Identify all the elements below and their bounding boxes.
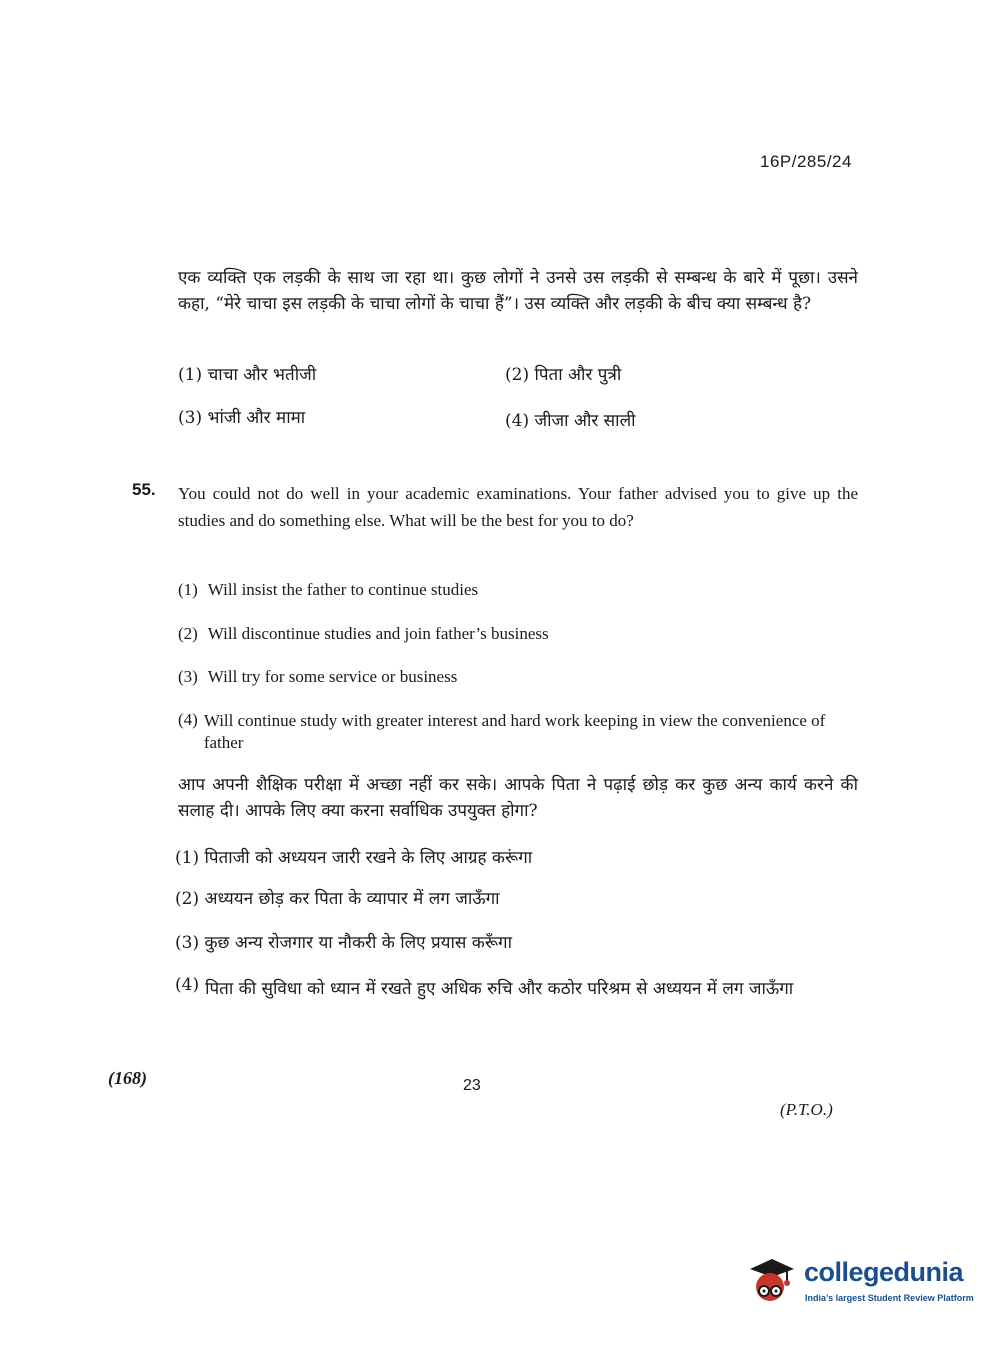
- option-number: (4): [175, 975, 200, 995]
- question-number: 55.: [132, 480, 156, 499]
- mascot-icon: [742, 1253, 800, 1311]
- prev-option-4: [505, 408, 636, 431]
- option-text: Will discontinue studies and join father’s business: [207, 624, 549, 643]
- q55-option-en-4: [178, 710, 858, 754]
- prev-question-hindi-text: एक व्यक्ति एक लड़की के साथ जा रहा था। कुछ लोगों ने उनसे उस लड़की से सम्बन्ध के बारे में पूछा। उसने कहा, “मेरे चाचा इस लड़की के चाचा लोगों के चाचा हैं”। उस व्यक्ति और लड़की के बीच क्या सम्बन्ध है?: [178, 268, 858, 314]
- option-number: (2): [178, 624, 198, 643]
- question-55-hindi-text: आप अपनी शैक्षिक परीक्षा में अच्छा नहीं कर सके। आपके पिता ने पढ़ाई छोड़ कर कुछ अन्य कार्य करने की सलाह दी। आपके लिए क्या करना सर्वाधिक उपयुक्त होगा?: [178, 775, 858, 821]
- option-number: (3): [178, 408, 203, 428]
- paper-code: 16P/285/24: [760, 152, 852, 171]
- footer-code: (168): [108, 1068, 147, 1088]
- q55-option-en-1: [178, 580, 478, 600]
- q55-option-en-3: [178, 667, 457, 687]
- logo-tagline: India’s largest Student Review Platform: [805, 1293, 974, 1303]
- option-text: अध्ययन छोड़ कर पिता के व्यापार में लग जाऊँगा: [204, 889, 500, 909]
- option-text: Will insist the father to continue studies: [207, 580, 479, 599]
- option-text: जीजा और साली: [534, 411, 636, 431]
- q55-option-en-2: [178, 624, 549, 644]
- option-text: पिता की सुविधा को ध्यान में रखते हुए अधिक रुचि और कठोर परिश्रम से अध्ययन में लग जाऊँगा: [205, 979, 794, 999]
- option-number: (2): [175, 889, 200, 909]
- option-number: (2): [505, 365, 530, 385]
- option-text: चाचा और भतीजी: [207, 365, 317, 385]
- option-number: (4): [505, 411, 530, 431]
- page-number: 23: [463, 1077, 481, 1094]
- question-55-english-text: You could not do well in your academic examinations. Your father advised you to give up the studies and do something else. What will be the best for you to do?: [178, 484, 858, 530]
- prev-option-2: [505, 362, 621, 385]
- option-number: (3): [175, 933, 200, 953]
- q55-option-hi-2: [175, 886, 500, 909]
- option-number: (1): [178, 365, 203, 385]
- option-text: पिता और पुत्री: [534, 365, 622, 385]
- q55-option-hi-4: [175, 975, 855, 1003]
- option-text: कुछ अन्य रोजगार या नौकरी के लिए प्रयास करूँगा: [204, 933, 513, 953]
- option-text: Will continue study with greater interest and hard work keeping in view the convenience of father: [203, 711, 826, 752]
- option-text: भांजी और मामा: [207, 408, 306, 428]
- prev-option-1: [178, 362, 316, 385]
- option-number: (3): [178, 667, 198, 686]
- option-number: (1): [175, 848, 200, 868]
- prev-option-3: [178, 405, 305, 428]
- logo-name: collegedunia: [804, 1257, 964, 1287]
- collegedunia-logo: [742, 1253, 972, 1313]
- option-number: (4): [178, 710, 198, 729]
- q55-option-hi-1: [175, 845, 532, 868]
- option-text: Will try for some service or business: [207, 667, 458, 686]
- option-text: पिताजी को अध्ययन जारी रखने के लिए आग्रह करूंगा: [204, 848, 533, 868]
- pto-label: (P.T.O.): [780, 1100, 833, 1119]
- option-number: (1): [178, 580, 198, 599]
- q55-option-hi-3: [175, 930, 512, 953]
